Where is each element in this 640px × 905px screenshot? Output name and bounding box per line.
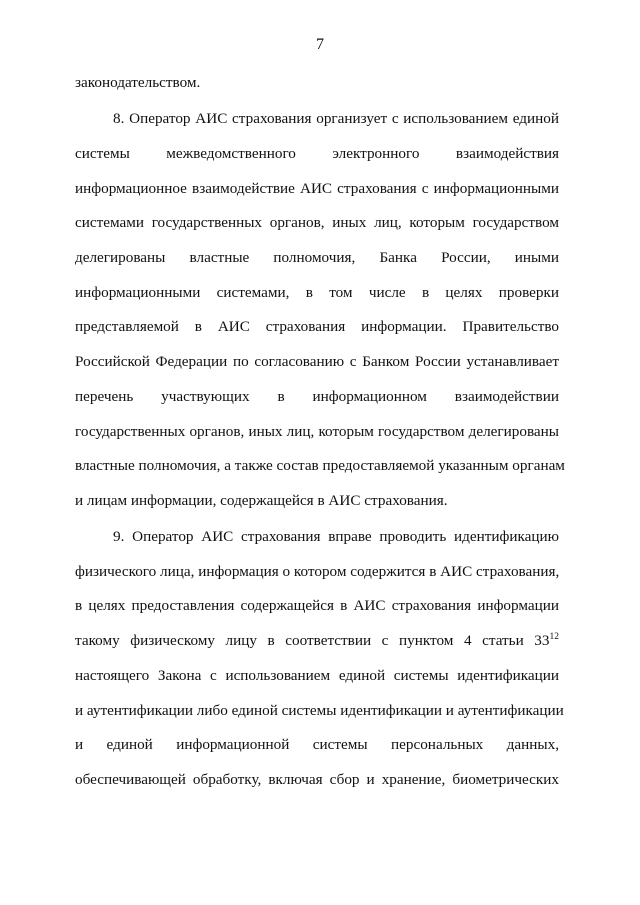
line-text: такому физическому лицу в соответствии с пунктом 4 статьи 33 [75,632,550,649]
text-line: государственных органов, иных лиц, которым государством делегированы [75,423,559,440]
text-line: и лицам информации, содержащейся в АИС страхования. [75,492,448,509]
text-line: информационными системами, в том числе в целях проверки [75,284,559,301]
text-line: 8. Оператор АИС страхования организует с использованием единой [113,110,559,127]
text-line: системами государственных органов, иных лиц, которым государством [75,214,559,231]
text-line: и единой информационной системы персональных данных, [75,736,559,753]
text-line: информационное взаимодействие АИС страхования с информационными [75,180,559,197]
text-line-with-footnote [75,630,559,652]
text-line: властные полномочия, а также состав предоставляемой указанным органам [75,457,565,474]
text-line: представляемой в АИС страхования информации. Правительство [75,318,559,335]
page-number: 7 [316,36,324,53]
text-line: Российской Федерации по согласованию с Банком России устанавливает [75,353,559,370]
text-line: перечень участвующих в информационном взаимодействии [75,388,559,405]
text-line: делегированы властные полномочия, Банка России, иными [75,249,559,266]
text-line: системы межведомственного электронного взаимодействия [75,145,559,162]
text-line: законодательством. [75,74,201,91]
text-line: и аутентификации либо единой системы идентификации и аутентификации [75,702,564,719]
text-line: в целях предоставления содержащейся в АИС страхования информации [75,597,559,614]
text-line: обеспечивающей обработку, включая сбор и хранение, биометрических [75,771,559,788]
text-line: физического лица, информация о котором содержится в АИС страхования, [75,563,560,580]
text-line: 9. Оператор АИС страхования вправе проводить идентификацию [113,528,559,545]
text-line: настоящего Закона с использованием единой системы идентификации [75,667,559,684]
footnote-reference: 12 [549,632,559,642]
